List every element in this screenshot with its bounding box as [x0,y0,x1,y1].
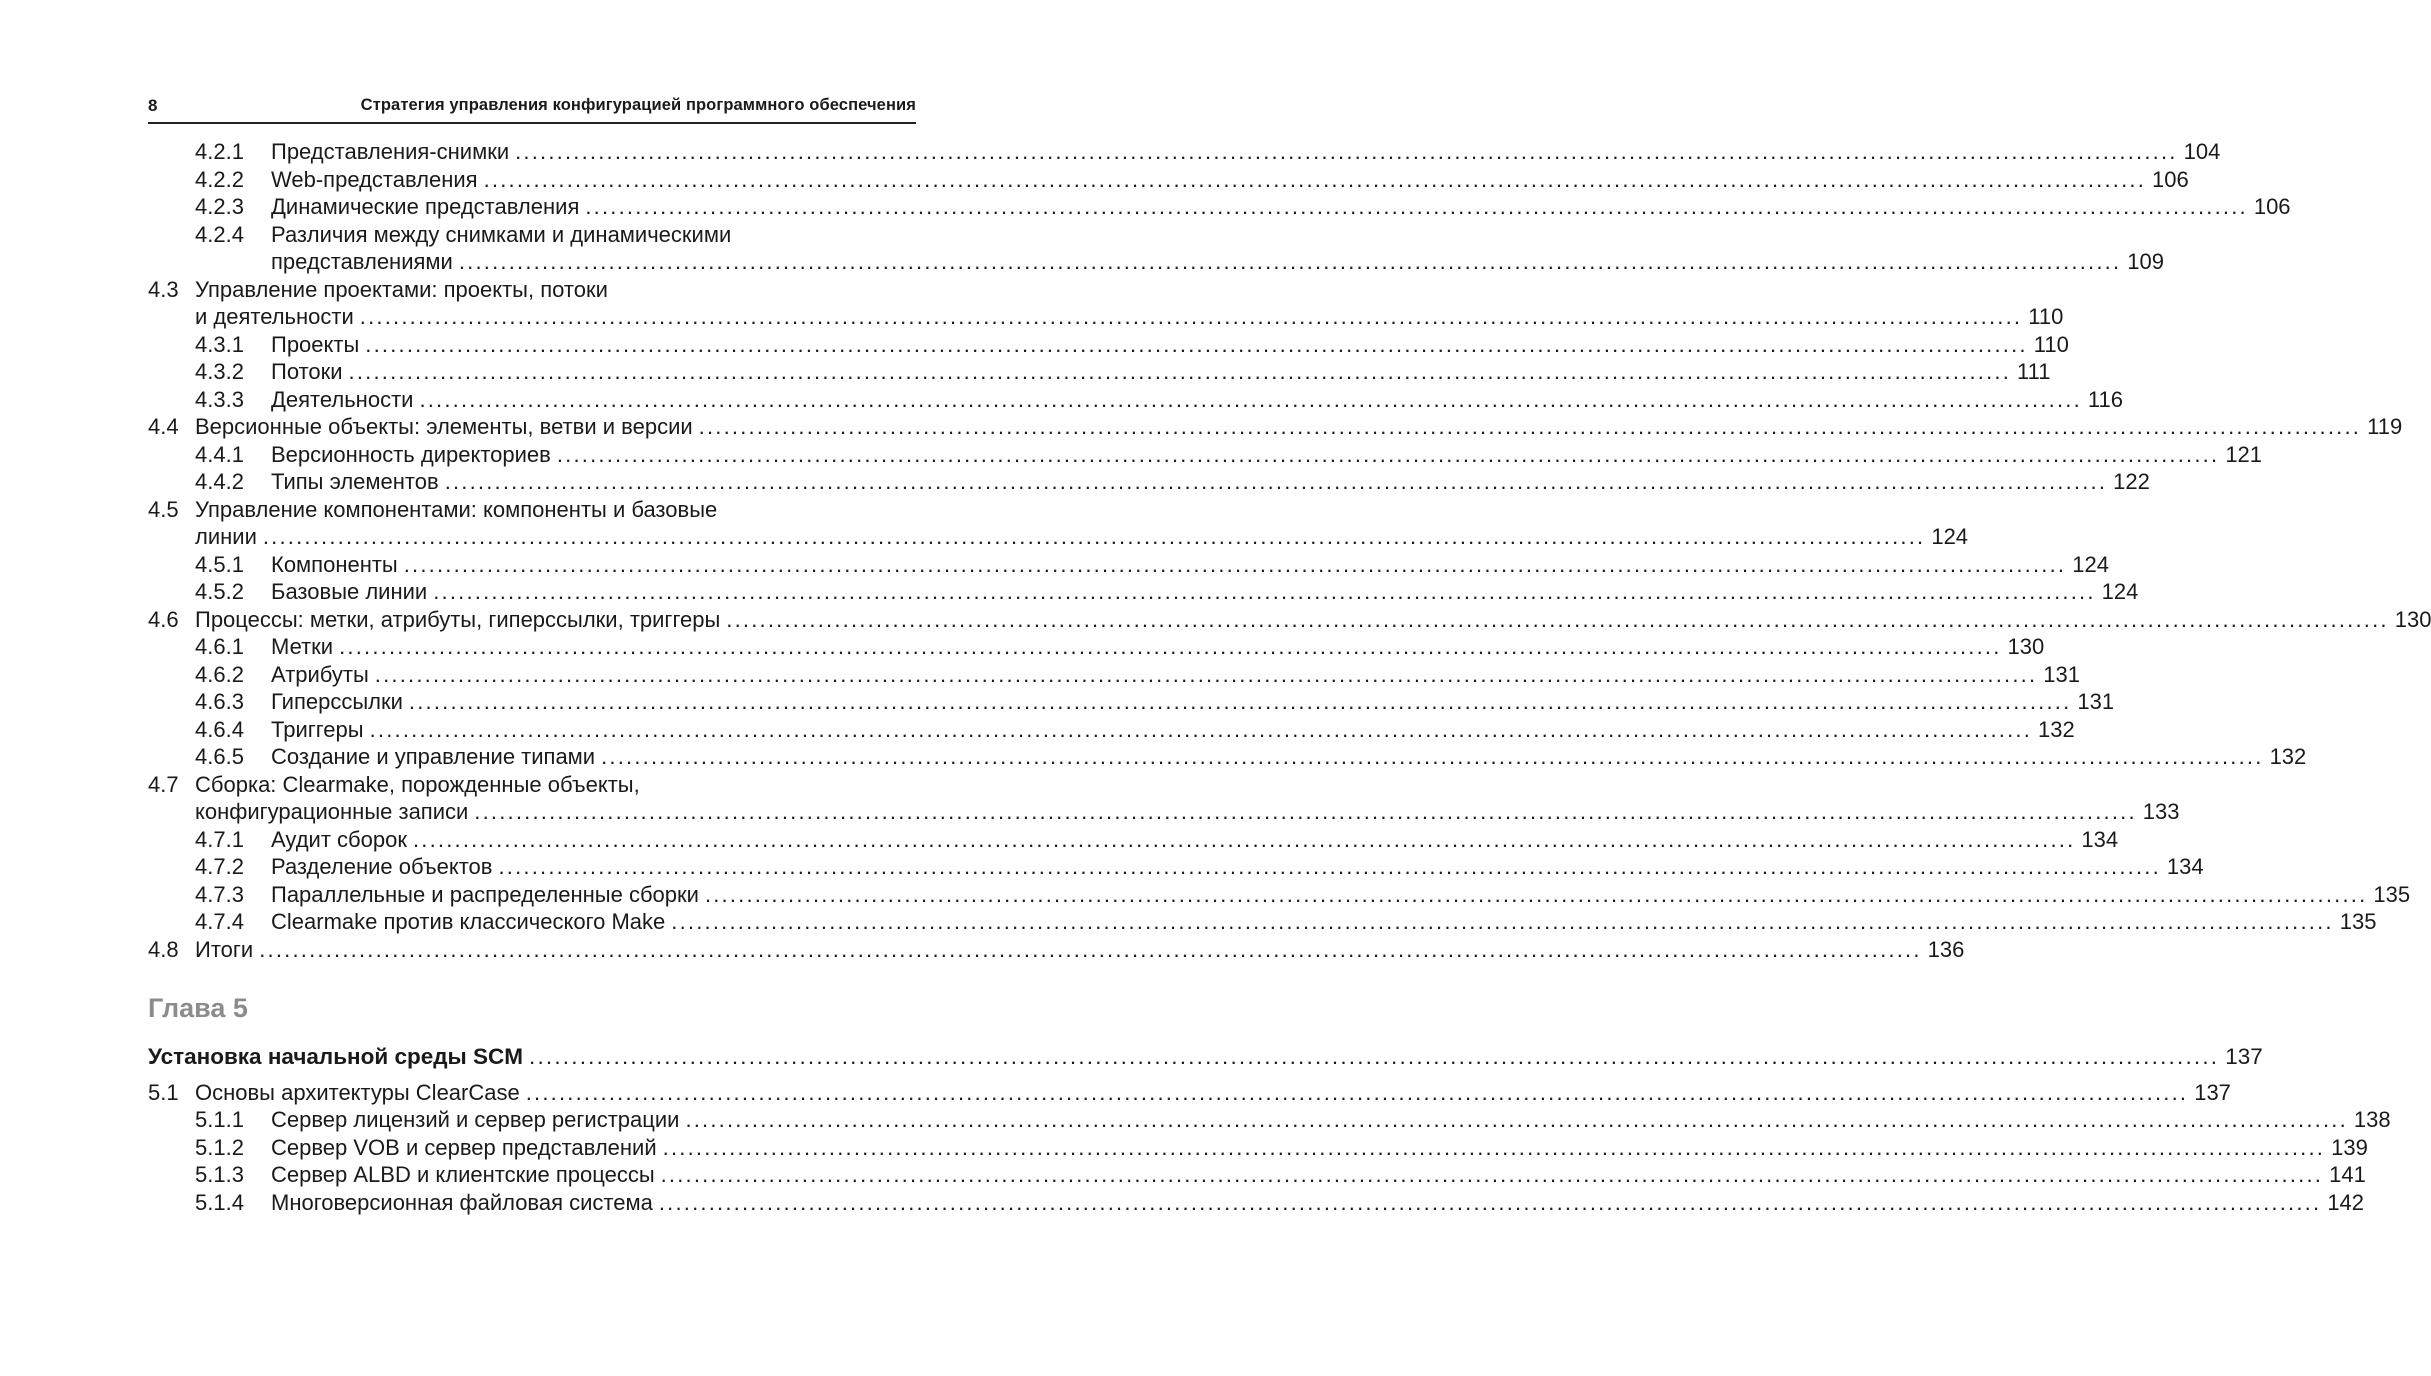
dot-leader: ........................................................................................................................................................................................................ [658,1189,2322,1215]
toc-title: Гиперссылки [271,689,403,714]
toc-title: и деятельности [195,304,354,329]
toc-entry-continuation[interactable] [148,523,1969,551]
toc-title: Параллельные и распределенные сборки [271,881,699,907]
toc-title: Версионные объекты: элементы, ветви и версии [195,414,693,439]
toc-title: Web-представления [271,166,478,192]
toc-entry[interactable] [148,743,2307,771]
toc-title: Сервер лицензий и сервер регистрации [271,1107,680,1132]
toc-entry-continuation[interactable] [148,798,2180,826]
toc-page: 142 [2327,1189,2365,1215]
toc-number: 4.6.2 [195,661,244,687]
dot-leader: ........................................................................................................................................................................................................ [515,139,2178,164]
header-rule [148,122,916,124]
dot-leader: ........................................................................................................................................................................................................ [556,441,2220,467]
toc-page: 134 [2081,826,2119,852]
toc-number: 4.7.4 [195,909,244,934]
toc-page: 106 [2253,194,2291,219]
dot-leader: ........................................................................................................................................................................................................ [403,551,2067,577]
toc-title: Деятельности [271,386,414,412]
dot-leader: ........................................................................................................................................................................................................ [369,716,2033,742]
toc-page: 141 [2329,1162,2366,1187]
toc-page: 139 [2331,1134,2368,1160]
toc-page: 136 [1927,936,1965,962]
toc-title: Сборка: Clearmake, порожденные объекты, [195,771,640,797]
dot-leader: ........................................................................................................................................................................................................ [458,249,2122,274]
dot-leader: ........................................................................................................................................................................................................ [662,1134,2326,1160]
toc-title: представлениями [271,249,453,274]
toc-number: 4.5.1 [195,551,244,577]
toc-entry-continuation[interactable] [148,248,2165,276]
toc-number: 4.2.4 [195,221,244,247]
page-number: 8 [148,96,158,115]
toc-number: 4.7.1 [195,826,244,852]
dot-leader: ........................................................................................................................................................................................................ [374,661,2038,687]
toc-number: 4.7.3 [195,881,244,907]
toc-entry[interactable] [148,1134,2368,1162]
toc-number: 5.1.4 [195,1189,244,1215]
toc-title: Динамические представления [271,194,580,219]
toc-number: 5.1.1 [195,1107,244,1132]
toc-number: 4.6.1 [195,634,244,659]
toc-page: 111 [2017,359,2051,384]
toc-number: 5.1.2 [195,1134,244,1160]
toc-page: 104 [2183,139,2221,164]
toc-page: 131 [2077,689,2115,714]
toc-number: 5.1 [148,1079,179,1105]
toc-title: Разделение объектов [271,854,493,879]
toc-title: Метки [271,634,334,659]
toc-page: 133 [2142,799,2180,824]
toc-page: 124 [2101,579,2139,604]
dot-leader: ........................................................................................................................................................................................................ [262,524,1926,549]
dot-leader: ........................................................................................................................................................................................................ [498,854,2161,879]
toc-list [148,138,2431,963]
dot-leader: ........................................................................................................................................................................................................ [726,606,2389,632]
toc-number: 4.2.2 [195,166,244,192]
toc-entry[interactable] [148,661,2080,689]
toc-title: Создание и управление типами [271,744,596,769]
toc-entry[interactable] [148,441,2263,469]
toc-entry[interactable] [148,688,2115,716]
toc-title: Управление компонентами: компоненты и базовые [195,496,718,522]
toc-number: 4.7 [148,771,179,797]
toc-number: 4.6.3 [195,689,244,714]
toc-entry[interactable] [148,606,2431,634]
toc-entry[interactable] [148,853,2204,881]
toc-number: 4.3.3 [195,386,244,412]
toc-number: 4.3 [148,276,179,302]
toc-title: линии [195,524,257,549]
toc-title: Атрибуты [271,661,369,687]
toc-title: Основы архитектуры ClearCase [195,1079,520,1105]
toc-page: 138 [2353,1107,2391,1132]
dot-leader: ........................................................................................................................................................................................................ [339,634,2002,659]
toc-page: 130 [2007,634,2045,659]
toc-number: 4.6.5 [195,744,244,769]
dot-leader: ........................................................................................................................................................................................................ [685,1107,2348,1132]
chapter-label: Глава 5 [148,993,248,1023]
toc-chapter-5 [148,1043,2391,1216]
toc-number: 4.3.1 [195,331,244,357]
toc-title: Проекты [271,331,360,357]
dot-leader: ........................................................................................................................................................................................................ [529,1044,2220,1069]
toc-title: Многоверсионная файловая система [271,1189,653,1215]
toc-title: Итоги [195,936,254,962]
toc-page: 124 [2072,551,2109,577]
toc-page: 137 [2194,1079,2231,1105]
toc-number: 4.2.3 [195,194,244,219]
toc-entry[interactable] [148,166,2189,194]
toc-title: Процессы: метки, атрибуты, гиперссылки, триггеры [195,606,721,632]
toc-number: 4.2.1 [195,139,244,164]
toc-page: 131 [2043,661,2080,687]
toc-entry[interactable] [148,881,2411,909]
toc-entry[interactable] [148,1106,2391,1134]
toc-page: 137 [2225,1044,2263,1069]
toc-number: 5.1.3 [195,1162,244,1187]
toc-title: Версионность директориев [271,441,551,467]
dot-leader: ........................................................................................................................................................................................................ [444,469,2108,494]
toc-title: Триггеры [271,716,364,742]
dot-leader: ........................................................................................................................................................................................................ [474,799,2137,824]
dot-leader: ........................................................................................................................................................................................................ [419,386,2082,412]
dot-leader: ........................................................................................................................................................................................................ [660,1162,2324,1187]
dot-leader: ........................................................................................................................................................................................................ [408,689,2072,714]
toc-number: 4.5.2 [195,579,244,604]
toc-page: 106 [2152,166,2189,192]
toc-page: 110 [2028,304,2064,329]
chapter-title-entry[interactable] [148,1043,2263,1071]
toc-page: 122 [2113,469,2150,494]
toc-page: 124 [1931,524,1969,549]
toc-page: 116 [2087,386,2123,412]
toc-page: 132 [2269,744,2307,769]
toc-entry-continuation[interactable] [148,303,2064,331]
toc-title: Управление проектами: проекты, потоки [195,276,608,302]
toc-entry[interactable] [148,138,2221,166]
toc-number: 4.6 [148,606,179,632]
toc-title: Различия между снимками и динамическими [271,221,732,247]
toc-title: Clearmake против классического Make [271,909,666,934]
toc-title: Сервер VOB и сервер представлений [271,1134,657,1160]
toc-entry[interactable] [148,578,2139,606]
toc-entry[interactable] [148,496,916,524]
dot-leader: ........................................................................................................................................................................................................ [698,414,2362,439]
toc-page: 110 [2033,331,2069,357]
dot-leader: ........................................................................................................................................................................................................ [359,304,2023,329]
toc-entry[interactable] [148,633,2045,661]
toc-entry[interactable] [148,221,916,249]
page-header [148,96,916,120]
toc-entry[interactable] [148,276,916,304]
toc-entry[interactable] [148,386,2123,414]
dot-leader: ........................................................................................................................................................................................................ [412,826,2076,852]
toc-title: Компоненты [271,551,398,577]
toc-number: 4.7.2 [195,854,244,879]
chapter-title: Установка начальной среды SCM [148,1044,523,1069]
toc-entry[interactable] [148,1079,2231,1107]
toc-title: Представления-снимки [271,139,510,164]
toc-number: 4.4.2 [195,469,244,494]
toc-entry[interactable] [148,413,2403,441]
running-title: Стратегия управления конфигурацией программного обеспечения [360,96,916,114]
dot-leader: ........................................................................................................................................................................................................ [671,909,2334,934]
toc-title: Потоки [271,359,343,384]
dot-leader: ........................................................................................................................................................................................................ [348,359,2012,384]
dot-leader: ........................................................................................................................................................................................................ [585,194,2248,219]
toc-number: 4.8 [148,936,179,962]
toc-title: Аудит сборок [271,826,407,852]
toc-page: 119 [2367,414,2403,439]
toc-entry[interactable] [148,826,2119,854]
toc-entry[interactable] [148,193,2291,221]
toc-page: 130 [2394,606,2431,632]
toc-entry[interactable] [148,1189,2365,1217]
dot-leader: ........................................................................................................................................................................................................ [601,744,2264,769]
toc-title: Сервер ALBD и клиентские процессы [271,1162,655,1187]
toc-page: 132 [2038,716,2075,742]
dot-leader: ........................................................................................................................................................................................................ [259,936,1922,962]
toc-entry[interactable] [148,716,2075,744]
toc-page: 135 [2373,881,2411,907]
toc-title: Типы элементов [271,469,439,494]
toc-page: 121 [2225,441,2263,467]
toc-number: 4.5 [148,496,179,522]
toc-entry[interactable] [148,771,916,799]
toc-number: 4.4.1 [195,441,244,467]
dot-leader: ........................................................................................................................................................................................................ [704,881,2368,907]
dot-leader: ........................................................................................................................................................................................................ [433,579,2096,604]
toc-entry[interactable] [148,551,2109,579]
toc-page: 109 [2127,249,2165,274]
toc-title: Базовые линии [271,579,428,604]
dot-leader: ........................................................................................................................................................................................................ [365,331,2028,357]
toc-entry[interactable] [148,936,1965,964]
toc-title: конфигурационные записи [195,799,469,824]
toc-number: 4.3.2 [195,359,244,384]
toc-page: 134 [2166,854,2204,879]
toc-entry[interactable] [148,908,2377,936]
toc-entry[interactable] [148,1161,2366,1189]
toc-page: 135 [2339,909,2377,934]
dot-leader: ........................................................................................................................................................................................................ [483,166,2147,192]
toc-entry[interactable] [148,468,2150,496]
toc-number: 4.6.4 [195,716,244,742]
toc-number: 4.4 [148,414,179,439]
toc-entry[interactable] [148,331,2069,359]
dot-leader: ........................................................................................................................................................................................................ [525,1079,2189,1105]
toc-entry[interactable] [148,358,2051,386]
